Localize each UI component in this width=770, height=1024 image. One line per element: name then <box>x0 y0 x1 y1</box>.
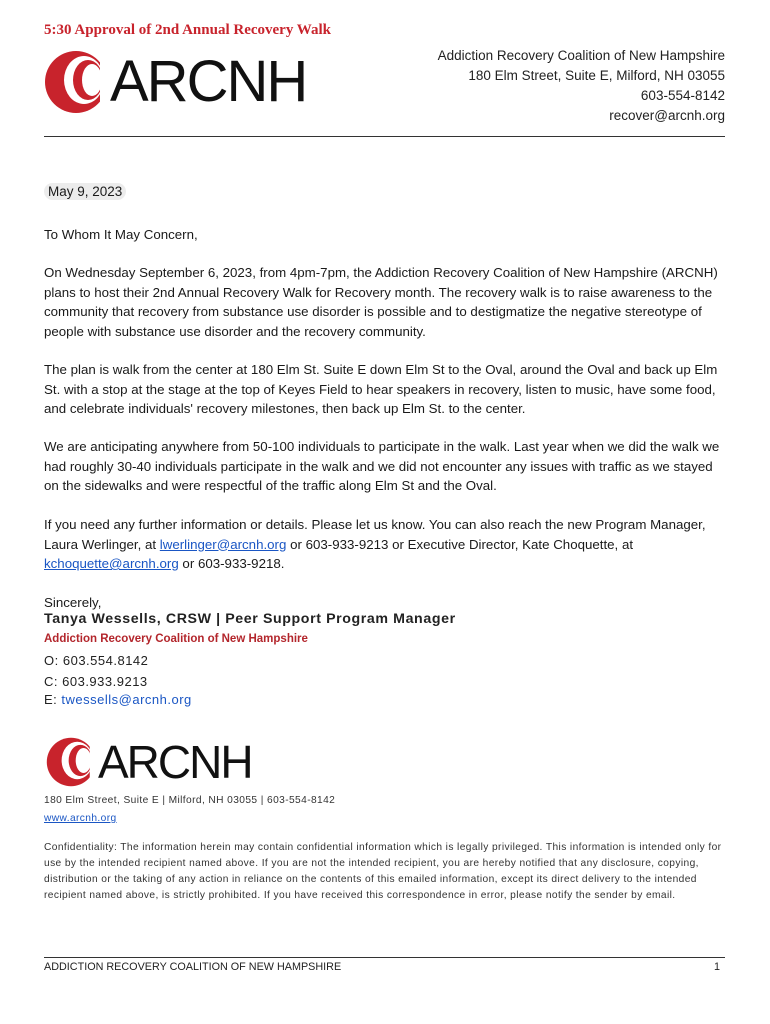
footer-logo-wordmark: ARCNH <box>98 736 252 788</box>
arcnh-footer-logo <box>46 737 252 787</box>
arcnh-swoosh-icon <box>46 737 96 787</box>
website-link[interactable]: www.arcnh.org <box>44 813 117 824</box>
footer-address: 180 Elm Street, Suite E | Milford, NH 03055 | 603-554-8142 <box>44 795 336 806</box>
letter-date: May 9, 2023 <box>44 183 126 200</box>
lwerlinger-email-link[interactable]: lwerlinger@arcnh.org <box>159 536 287 552</box>
page-footer-org: ADDICTION RECOVERY COALITION OF NEW HAMPSHIRE <box>44 961 342 973</box>
header-divider <box>44 136 725 137</box>
paragraph-4 <box>44 515 729 574</box>
logo-wordmark: ARCNH <box>110 49 307 114</box>
paragraph-3: We are anticipating anywhere from 50-100 individuals to participate in the walk. Last year when we did the walk we had roughly 30-40 individuals participate in the walk and we did not encounter any issues with traffic as we stayed on the sidewalks and were respectful of the traffic along Elm St and the Oval. <box>44 439 720 493</box>
paragraph-4-text-c: or 603-933-9218. <box>178 556 285 571</box>
arcnh-swoosh-icon <box>44 50 108 114</box>
paragraph-2: The plan is walk from the center at 180 Elm St. Suite E down Elm St to the Oval, around the Oval and back up Elm St. with a stop at the stage at the top of Keyes Field to hear speakers in recovery, listen to music, have some food, and celebrate individuals' recovery milestones, then back up Elm St. to the center. <box>44 362 718 416</box>
header-street: 180 Elm Street, Suite E, Milford, NH 03055 <box>468 68 725 83</box>
header-phone: 603-554-8142 <box>640 88 725 103</box>
header-email: recover@arcnh.org <box>609 108 725 123</box>
paragraph-4-text-a: If you need any further information or details. Please let us know. You can also reach the new Program Manager, Laura Werlinger, at <box>44 517 706 552</box>
salutation: To Whom It May Concern, <box>44 227 198 242</box>
signature-office-phone <box>44 653 148 668</box>
confidentiality-notice: Confidentiality: The information herein may contain confidential information which is legally privileged. This information is intended only for use by the intended recipient named above. If you are not the intended recipient, you are hereby notified that any disclosure, copying, distribution or the taking of any action in reliance on the contents of this emailed information, except its direct delivery to the intended recipient named above, is strictly prohibited. If you have received this correspondence in error, please notify the sender by email. <box>44 842 722 901</box>
signature-org: Addiction Recovery Coalition of New Hampshire <box>44 633 308 645</box>
agenda-item-title: 5:30 Approval of 2nd Annual Recovery Walk <box>44 22 331 38</box>
signature-email-link[interactable]: twessells@arcnh.org <box>61 692 192 707</box>
header-org-name: Addiction Recovery Coalition of New Hampshire <box>437 48 725 63</box>
footer-divider <box>44 957 725 958</box>
office-label: O: <box>44 653 59 668</box>
closing: Sincerely, <box>44 595 102 610</box>
email-label: E: <box>44 692 58 707</box>
header-address-block <box>438 46 725 126</box>
paragraph-1: On Wednesday September 6, 2023, from 4pm-7pm, the Addiction Recovery Coalition of New Hampshire (ARCNH) plans to host their 2nd Annual Recovery Walk for Recovery month. The recovery walk is to raise awareness to the community that recovery from substance use disorder is possible and to destigmatize the negative stereotype of people with substance use disorder and the recovery community. <box>44 265 718 339</box>
signature-cell-phone <box>44 674 148 689</box>
paragraph-4-text-b: or 603-933-9213 or Executive Director, Kate Choquette, at <box>286 536 634 552</box>
page-number: 1 <box>713 961 720 973</box>
kchoquette-email-link[interactable]: kchoquette@arcnh.org <box>44 556 179 571</box>
signature-email <box>44 692 192 707</box>
signature-name: Tanya Wessells, CRSW | Peer Support Program Manager <box>44 611 456 627</box>
cell-value: 603.933.9213 <box>62 674 148 689</box>
office-value: 603.554.8142 <box>62 653 149 668</box>
arcnh-logo <box>44 50 306 114</box>
cell-label: C: <box>44 674 58 689</box>
